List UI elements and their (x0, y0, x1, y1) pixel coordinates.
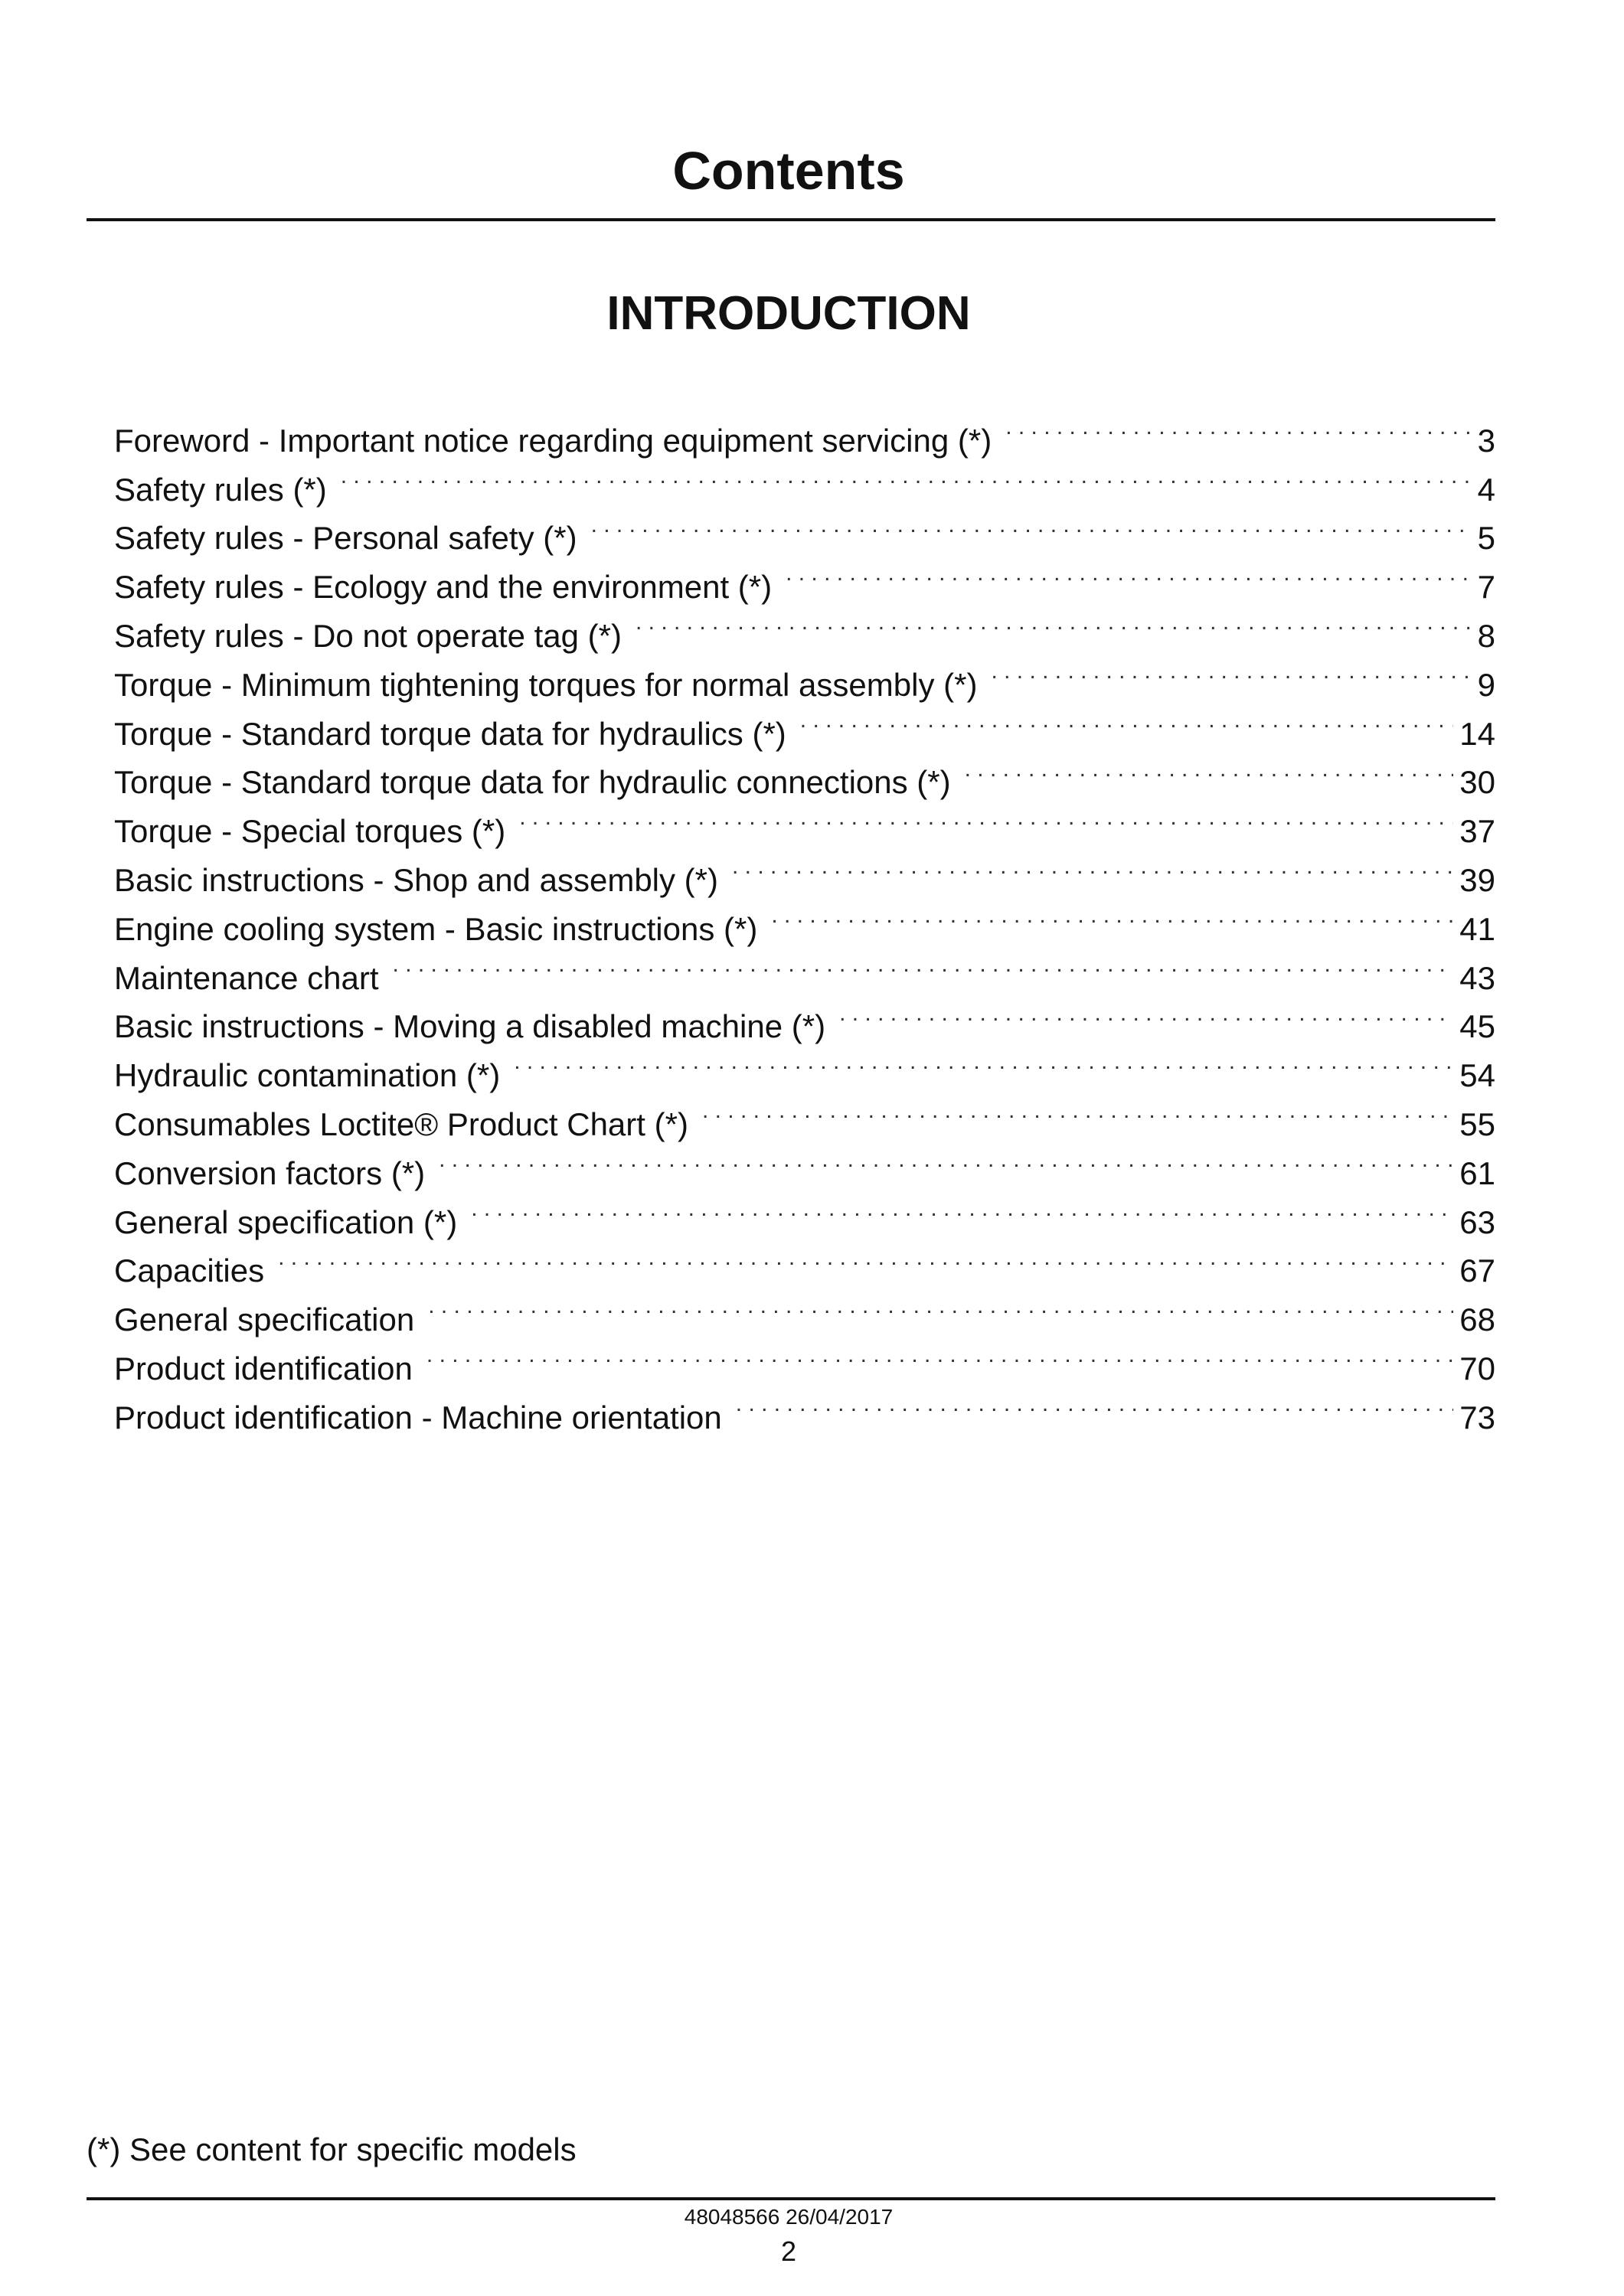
dot-leader (636, 598, 1472, 647)
page-title: Contents (672, 141, 905, 201)
toc-entry-page: 61 (1459, 1155, 1495, 1191)
toc-entry-label: Engine cooling system - Basic instructions (*) (114, 910, 758, 947)
toc-entry-label: Product identification (114, 1350, 413, 1386)
toc-entry-page: 70 (1459, 1350, 1495, 1386)
dot-leader (426, 1331, 1453, 1380)
toc-entry-page: 5 (1477, 520, 1495, 557)
toc-entry-label: Torque - Special torques (*) (114, 813, 506, 850)
dot-leader (786, 549, 1472, 598)
dot-leader (514, 1037, 1453, 1086)
section-title: INTRODUCTION (606, 287, 971, 340)
dot-leader (439, 1135, 1453, 1184)
toc-entry-page: 54 (1459, 1057, 1495, 1094)
dot-leader (732, 842, 1453, 891)
dot-leader (800, 696, 1453, 745)
dot-leader (519, 793, 1453, 842)
toc-entry-page: 8 (1477, 617, 1495, 654)
toc-entry-page: 55 (1459, 1106, 1495, 1142)
toc-entry-page: 68 (1459, 1302, 1495, 1338)
toc-entry-label: Product identification - Machine orientation (114, 1399, 722, 1435)
toc-entry-page: 41 (1459, 910, 1495, 947)
toc-entry-label: Safety rules - Personal safety (*) (114, 520, 577, 557)
toc-entry-label: Safety rules (*) (114, 471, 327, 508)
toc-entry-page: 43 (1459, 959, 1495, 996)
footer-divider (87, 2197, 1495, 2200)
toc-entry[interactable] (114, 1233, 1495, 1289)
toc-entry-label: Foreword - Important notice regarding equipment servicing (*) (114, 422, 992, 459)
toc-entry-label: Capacities (114, 1253, 265, 1289)
dot-leader (393, 940, 1454, 989)
toc-entry-page: 3 (1477, 422, 1495, 459)
toc-entry-label: Conversion factors (*) (114, 1155, 426, 1191)
toc-entry-page: 9 (1477, 666, 1495, 703)
dot-leader (839, 989, 1453, 1038)
toc-entry-label: Basic instructions - Shop and assembly (*) (114, 861, 718, 898)
toc-entry-label: Torque - Minimum tightening torques for normal assembly (*) (114, 666, 978, 703)
footnote: (*) See content for specific models (87, 2131, 577, 2167)
dot-leader (991, 647, 1471, 696)
toc-entry-page: 63 (1459, 1204, 1495, 1240)
dot-leader (702, 1086, 1453, 1135)
dot-leader (591, 501, 1472, 550)
document-id: 48048566 26/04/2017 (684, 2205, 894, 2229)
toc-entry-page: 37 (1459, 813, 1495, 850)
toc-entry-label: General specification (*) (114, 1204, 458, 1240)
toc-entry[interactable] (114, 403, 1495, 459)
dot-leader (1005, 403, 1471, 452)
toc-entry-label: General specification (114, 1302, 415, 1338)
dot-leader (278, 1233, 1453, 1282)
dot-leader (965, 745, 1454, 794)
toc-entry-page: 4 (1477, 471, 1495, 508)
dot-leader (771, 891, 1453, 940)
toc-entry-page: 30 (1459, 764, 1495, 801)
toc-entry-label: Torque - Standard torque data for hydraulic connections (*) (114, 764, 951, 801)
toc-entry-page: 67 (1459, 1253, 1495, 1289)
toc-entry-page: 7 (1477, 569, 1495, 606)
toc-entry-label: Hydraulic contamination (*) (114, 1057, 501, 1094)
table-of-contents (114, 403, 1495, 1435)
toc-entry-label: Safety rules - Do not operate tag (*) (114, 617, 622, 654)
toc-entry[interactable] (114, 1282, 1495, 1338)
dot-leader (428, 1282, 1453, 1331)
toc-entry-page: 73 (1459, 1399, 1495, 1435)
toc-entry-label: Consumables Loctite® Product Chart (*) (114, 1106, 688, 1142)
dot-leader (471, 1184, 1453, 1233)
toc-entry-label: Torque - Standard torque data for hydraulics (*) (114, 715, 786, 752)
toc-entry-label: Basic instructions - Moving a disabled machine (*) (114, 1008, 826, 1045)
toc-entry-page: 45 (1459, 1008, 1495, 1045)
toc-entry-page: 39 (1459, 861, 1495, 898)
header-divider (87, 218, 1495, 221)
toc-entry-page: 14 (1459, 715, 1495, 752)
toc-entry-label: Safety rules - Ecology and the environment (*) (114, 569, 773, 606)
dot-leader (736, 1380, 1454, 1429)
toc-entry-label: Maintenance chart (114, 959, 379, 996)
dot-leader (341, 452, 1472, 501)
page-number: 2 (780, 2236, 797, 2267)
